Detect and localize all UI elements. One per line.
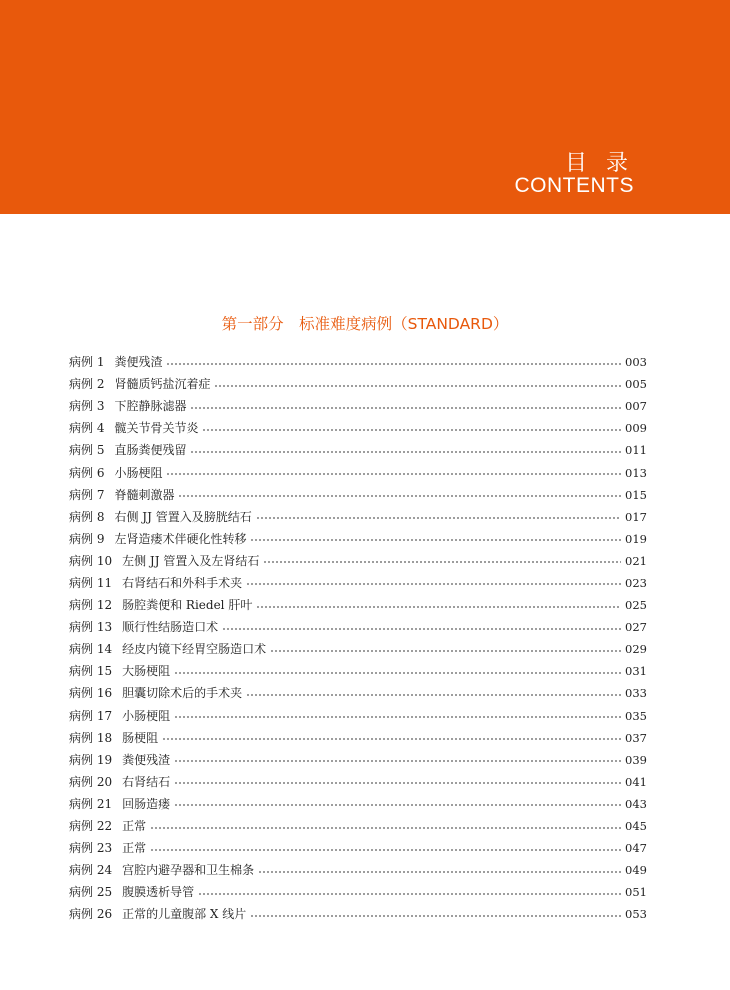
case-number: 病例 11 xyxy=(69,575,113,590)
dot-leader xyxy=(250,539,621,541)
page-number: 031 xyxy=(625,664,647,679)
page-number: 053 xyxy=(625,907,647,922)
dot-leader xyxy=(198,893,621,895)
page-number: 003 xyxy=(625,355,647,370)
toc-entry[interactable] xyxy=(69,638,647,660)
toc-entry[interactable] xyxy=(69,351,647,373)
case-title: 顺行性结肠造口术 xyxy=(122,620,219,635)
case-number: 病例 5 xyxy=(69,443,105,458)
contents-subtitle: CONTENTS xyxy=(514,174,634,197)
case-title: 正常 xyxy=(122,819,147,834)
case-title: 下腔静脉滤器 xyxy=(114,399,187,414)
case-title: 大肠梗阻 xyxy=(122,664,171,679)
case-number: 病例 3 xyxy=(69,399,105,414)
page-number: 021 xyxy=(625,553,647,568)
page-number: 019 xyxy=(625,531,647,546)
dot-leader xyxy=(150,827,621,829)
case-title: 粪便残渣 xyxy=(122,752,171,767)
contents-title: 目 录 xyxy=(565,151,634,176)
page-number: 011 xyxy=(625,443,647,458)
dot-leader xyxy=(263,561,621,563)
page-number: 051 xyxy=(625,885,647,900)
case-number: 病例 1 xyxy=(69,355,105,370)
case-title: 小肠梗阻 xyxy=(122,708,171,723)
page-number: 013 xyxy=(625,465,647,480)
toc-entry[interactable] xyxy=(69,395,647,417)
case-number: 病例 17 xyxy=(69,708,113,723)
case-title: 右侧 JJ 管置入及膀胱结石 xyxy=(114,509,252,524)
toc-entry[interactable] xyxy=(69,594,647,616)
page-number: 033 xyxy=(625,686,647,701)
page-number: 035 xyxy=(625,708,647,723)
case-title: 正常的儿童腹部 X 线片 xyxy=(122,907,247,922)
case-number: 病例 21 xyxy=(69,796,113,811)
page-number: 007 xyxy=(625,399,647,414)
toc-entry[interactable] xyxy=(69,660,647,682)
case-title: 左肾造瘘术伴硬化性转移 xyxy=(114,531,247,546)
case-title: 宫腔内避孕器和卫生棉条 xyxy=(122,863,255,878)
case-number: 病例 7 xyxy=(69,487,105,502)
case-title: 肠腔粪便和 Riedel 肝叶 xyxy=(122,598,253,613)
page-number: 049 xyxy=(625,863,647,878)
case-number: 病例 8 xyxy=(69,509,105,524)
case-number: 病例 10 xyxy=(69,553,113,568)
toc-entry[interactable] xyxy=(69,903,647,925)
dot-leader xyxy=(214,385,621,387)
toc-entry[interactable] xyxy=(69,793,647,815)
dot-leader xyxy=(190,407,621,409)
case-number: 病例 26 xyxy=(69,907,113,922)
dot-leader xyxy=(256,606,621,608)
page-number: 015 xyxy=(625,487,647,502)
page-number: 023 xyxy=(625,575,647,590)
dot-leader xyxy=(178,495,621,497)
case-number: 病例 19 xyxy=(69,752,113,767)
dot-leader xyxy=(258,871,621,873)
toc-entry[interactable] xyxy=(69,373,647,395)
case-title: 回肠造瘘 xyxy=(122,796,171,811)
dot-leader xyxy=(256,517,621,519)
case-number: 病例 2 xyxy=(69,377,105,392)
case-title: 右肾结石 xyxy=(122,774,171,789)
page-number: 029 xyxy=(625,642,647,657)
dot-leader xyxy=(246,694,621,696)
case-number: 病例 15 xyxy=(69,664,113,679)
dot-leader xyxy=(174,804,621,806)
case-title: 左侧 JJ 管置入及左肾结石 xyxy=(122,553,260,568)
toc-entry[interactable] xyxy=(69,550,647,572)
case-title: 右肾结石和外科手术夹 xyxy=(122,575,243,590)
toc-entry[interactable] xyxy=(69,881,647,903)
toc-entry[interactable] xyxy=(69,837,647,859)
dot-leader xyxy=(174,672,621,674)
dot-leader xyxy=(162,738,621,740)
dot-leader xyxy=(166,363,621,365)
case-title: 直肠粪便残留 xyxy=(114,443,187,458)
header-banner xyxy=(0,0,730,214)
table-of-contents xyxy=(69,351,647,925)
dot-leader xyxy=(174,782,621,784)
toc-entry[interactable] xyxy=(69,506,647,528)
dot-leader xyxy=(166,473,621,475)
toc-entry[interactable] xyxy=(69,749,647,771)
page-number: 027 xyxy=(625,620,647,635)
case-number: 病例 4 xyxy=(69,421,105,436)
case-number: 病例 9 xyxy=(69,531,105,546)
case-number: 病例 6 xyxy=(69,465,105,480)
case-number: 病例 20 xyxy=(69,774,113,789)
case-number: 病例 25 xyxy=(69,885,113,900)
dot-leader xyxy=(190,451,621,453)
case-number: 病例 16 xyxy=(69,686,113,701)
page-number: 037 xyxy=(625,730,647,745)
dot-leader xyxy=(270,650,621,652)
dot-leader xyxy=(202,429,621,431)
case-number: 病例 22 xyxy=(69,819,113,834)
section-heading: 第一部分 标准难度病例（STANDARD） xyxy=(221,315,509,333)
case-number: 病例 23 xyxy=(69,841,113,856)
page-number: 047 xyxy=(625,841,647,856)
page-number: 017 xyxy=(625,509,647,524)
toc-entry[interactable] xyxy=(69,815,647,837)
dot-leader xyxy=(174,760,621,762)
toc-entry[interactable] xyxy=(69,417,647,439)
page-number: 005 xyxy=(625,377,647,392)
case-title: 粪便残渣 xyxy=(114,355,163,370)
case-title: 肾髓质钙盐沉着症 xyxy=(114,377,211,392)
case-number: 病例 12 xyxy=(69,598,113,613)
page-number: 039 xyxy=(625,752,647,767)
page-number: 043 xyxy=(625,796,647,811)
page-number: 041 xyxy=(625,774,647,789)
page-number: 025 xyxy=(625,598,647,613)
case-title: 经皮内镜下经胃空肠造口术 xyxy=(122,642,267,657)
case-title: 肠梗阻 xyxy=(122,730,159,745)
toc-entry[interactable] xyxy=(69,528,647,550)
dot-leader xyxy=(250,915,621,917)
page-number: 009 xyxy=(625,421,647,436)
case-number: 病例 18 xyxy=(69,730,113,745)
toc-entry[interactable] xyxy=(69,682,647,704)
toc-entry[interactable] xyxy=(69,461,647,483)
page-number: 045 xyxy=(625,819,647,834)
dot-leader xyxy=(174,716,621,718)
toc-entry[interactable] xyxy=(69,439,647,461)
case-title: 腹膜透析导管 xyxy=(122,885,195,900)
toc-entry[interactable] xyxy=(69,727,647,749)
toc-entry[interactable] xyxy=(69,484,647,506)
dot-leader xyxy=(150,849,621,851)
dot-leader xyxy=(246,583,621,585)
toc-entry[interactable] xyxy=(69,572,647,594)
toc-entry[interactable] xyxy=(69,859,647,881)
case-title: 小肠梗阻 xyxy=(114,465,163,480)
toc-entry[interactable] xyxy=(69,771,647,793)
dot-leader xyxy=(222,628,621,630)
toc-entry[interactable] xyxy=(69,705,647,727)
case-number: 病例 14 xyxy=(69,642,113,657)
case-number: 病例 24 xyxy=(69,863,113,878)
case-title: 正常 xyxy=(122,841,147,856)
toc-entry[interactable] xyxy=(69,616,647,638)
case-title: 髋关节骨关节炎 xyxy=(114,421,199,436)
case-title: 胆囊切除术后的手术夹 xyxy=(122,686,243,701)
case-title: 脊髓刺激器 xyxy=(114,487,175,502)
case-number: 病例 13 xyxy=(69,620,113,635)
